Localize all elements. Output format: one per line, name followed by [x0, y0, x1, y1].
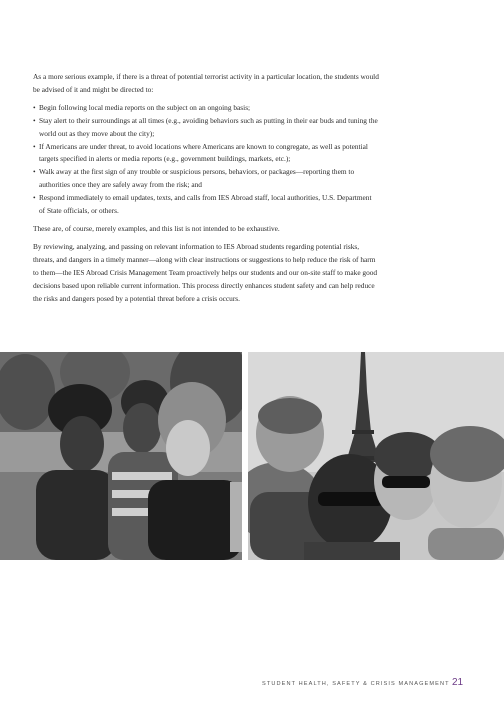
students-eiffel-tower-photo: [248, 352, 504, 560]
students-park-photo: [0, 352, 242, 560]
body-text: [33, 71, 379, 305]
list-item: • Stay alert to their surroundings at all times (e.g., avoiding behaviors such as putting in their ear buds and tuning the world out as they move about the city);: [33, 115, 379, 141]
examples-note-paragraph: These are, of course, merely examples, and this list is not intended to be exhaustive.: [33, 223, 280, 233]
page-number: 21: [452, 677, 464, 688]
summary-paragraph: By reviewing, analyzing, and passing on relevant information to IES Abroad students regarding potential risks, threats, and dangers in a timely manner—along with clear instructions or suggestions to help reduce the risk of harm to them—the IES Abroad Crisis Management Team proactively helps our students and our on-site staff to make good decisions based upon reliable current information. This process directly enhances student safety and can help reduce the risks and dangers posed by a potential threat before a crisis occurs.: [33, 241, 378, 303]
section-label: STUDENT HEALTH, SAFETY & CRISIS MANAGEMENT: [262, 681, 450, 687]
list-item: • If Americans are under threat, to avoid locations where Americans are known to congregate, as well as potential targets specified in alerts or media reports (e.g., government buildings, markets, etc.);: [33, 141, 379, 167]
list-item: • Walk away at the first sign of any trouble or suspicious persons, behaviors, or packages—reporting them to authorities once they are safely away from the risk; and: [33, 166, 379, 192]
intro-paragraph: As a more serious example, if there is a threat of potential terrorist activity in a particular location, the students would be advised of it and might be directed to:: [33, 72, 379, 94]
advice-list: [33, 102, 379, 218]
list-item: • Begin following local media reports on the subject on an ongoing basis;: [33, 102, 379, 115]
list-item: • Respond immediately to email updates, texts, and calls from IES Abroad staff, local authorities, U.S. Department of State officials, or others.: [33, 192, 379, 218]
